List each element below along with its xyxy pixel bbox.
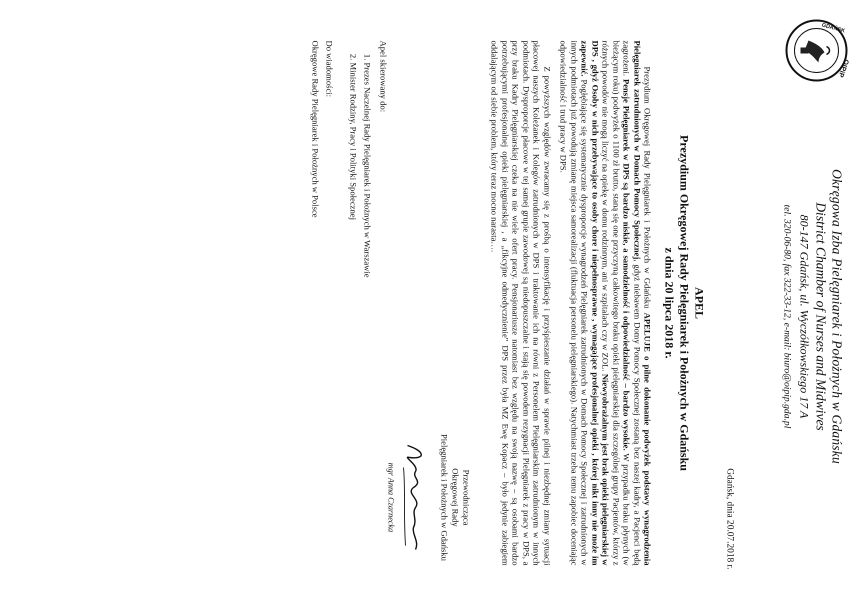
- addressee-item: 1. Prezes Naczelnej Rady Pielęgniarek i Położnych w Warszawie: [361, 62, 371, 370]
- seal-text: OIPiP: [835, 57, 849, 78]
- signature-scribble-icon: [397, 437, 433, 557]
- signature-role-3: Pielęgniarek i Położnych w Gdańsku: [438, 433, 449, 561]
- p1-part-e: W przypadku braku płynych (w bieżącym roku) podwyżek o 1100 zł brutto, staną się one przyczyną całkowitego braku opieki pielęgniarskiej dla szczególnej grupy Pacjentów, którzy z różnych powodów nie mogą liczyć na opiekę w domu rodzinnym, ani w szpitalach czy w ZOL.: [600, 40, 632, 566]
- paragraph-1: [558, 40, 652, 565]
- document-date: Gdańsk, dnia 20.07.2018 r.: [724, 467, 734, 569]
- cc-heading: Do wiadomości:: [323, 40, 334, 97]
- p1-part-a: Prezydium Okręgowej Rady Pielęgniarek i Położnych w Gdańsku: [642, 66, 652, 313]
- addressees-heading: Apel skierowany do:: [378, 40, 388, 112]
- p1-part-b: APELUJE o pilne dokonanie podwyżek podstawy wynagrodzenia Pielęgniarek zatrudnionych w Domach Pomocy Społecznej: [631, 40, 652, 565]
- org-contact: tel. 320-06-80, fax 322-33-12, e-mail: biuro@oipip.gda.pl: [781, 204, 793, 428]
- p1-part-f: Niewyobrażalnym jest brak opieki pielęgniarskiej w DPS , gdyż Osoby w nich przebywające to osoby chore i niepełnosprawne , wymagające profesjonalnej opieki , której nikt inny nie może im zapewnić.: [579, 40, 611, 565]
- org-name-en: District Chamber of Nurses and Midwives: [812, 201, 828, 431]
- p1-part-g: Pogłębiające się systematycznie dysproporcje wynagrodzeń Pielęgniarek zatrudnionych w Domach Pomocy Społecznej i zatrudnionych w innych podmiotach już powodują zmianę miejsca samorealizacji (fluktuacja personelu pielęgniarskiego). Natychmiast trzeba temu zapobiec doceniając odpowiedzialność i trud pracy w DPS.: [558, 40, 590, 565]
- oipip-seal-logo: [784, 18, 848, 82]
- title-issuer: Prezydium Okręgowej Rady Pielęgniarek i Położnych w Gdańsku: [677, 134, 691, 471]
- document-body: [489, 40, 652, 565]
- signatory-name: mgr Anna Czarnecka: [386, 462, 396, 532]
- addressees-block: [310, 40, 388, 370]
- addressee-item: 2. Minister Rodziny, Pracy i Polityki Społecznej: [348, 62, 358, 370]
- letterhead: [781, 96, 844, 536]
- org-address: 80-147 Gdańsk, ul. Wyczółkowskiego 17 A: [797, 214, 812, 418]
- p1-part-c: , gdyż niebawem Domy Pomocy Społecznej zostaną bez naszej kadry, a Pacjenci będą zagrożeni.: [621, 40, 642, 565]
- org-name-pl: Okręgowa Izba Pielęgniarek i Położnych w Gdańsku: [829, 168, 844, 464]
- document-title: [661, 40, 706, 565]
- addressees-list: [348, 40, 372, 370]
- signature-block: [385, 417, 471, 577]
- p1-part-d: Pensje Pielęgniarek w DPS są bardzo niskie, a samodzielność i odpowiedzialność – bardzo wysokie.: [621, 78, 632, 451]
- handwritten-signature: [397, 417, 433, 577]
- title-date: z dnia 20 lipca 2018 r.: [662, 247, 676, 358]
- seal-city-text: GDAŃSK: [820, 22, 846, 34]
- cc-item: Okręgowe Rady Pielęgniarek i Położnych w Polsce: [310, 40, 321, 218]
- paragraph-2: Z powyższych względów zwracamy się z prośbą o intensyfikację i przyśpieszanie działań w sprawie pilnej i niezbędnej zmiany sytuacji płacowej naszych Koleżanek i Kolegów zatrudnionych w DPS i traktowanie ich na równi z Personelem Pielęgniarskim zatrudnionym w innych podmiotach. Dysproporcje płacowe w tej samej grupie zawodowej są niedopuszczalne i stają się powodem rezygnacji Pielęgniarek z pracy w DPS, a przy braku Kadry Pielęgniarskiej czeka na nie wiele ofert pracy. Pensjonariusze natomiast bez względu na swoją nazwę – są osobami bardzo potrzebującymi profesjonalnej opieki pielęgniarskiej , a „fikcyjne odmedycznienie" DPS przez była MZ Ewę Kopacz – było jedynie zabiegiem oddalającym od siebie problem, który teraz mocno narasta….: [489, 40, 552, 565]
- signature-role-2: Okręgowej Rady: [449, 467, 460, 527]
- cc-block: [310, 40, 334, 370]
- title-apel: APEL: [692, 286, 706, 319]
- signature-role-1: Przewodnicząca: [461, 469, 471, 525]
